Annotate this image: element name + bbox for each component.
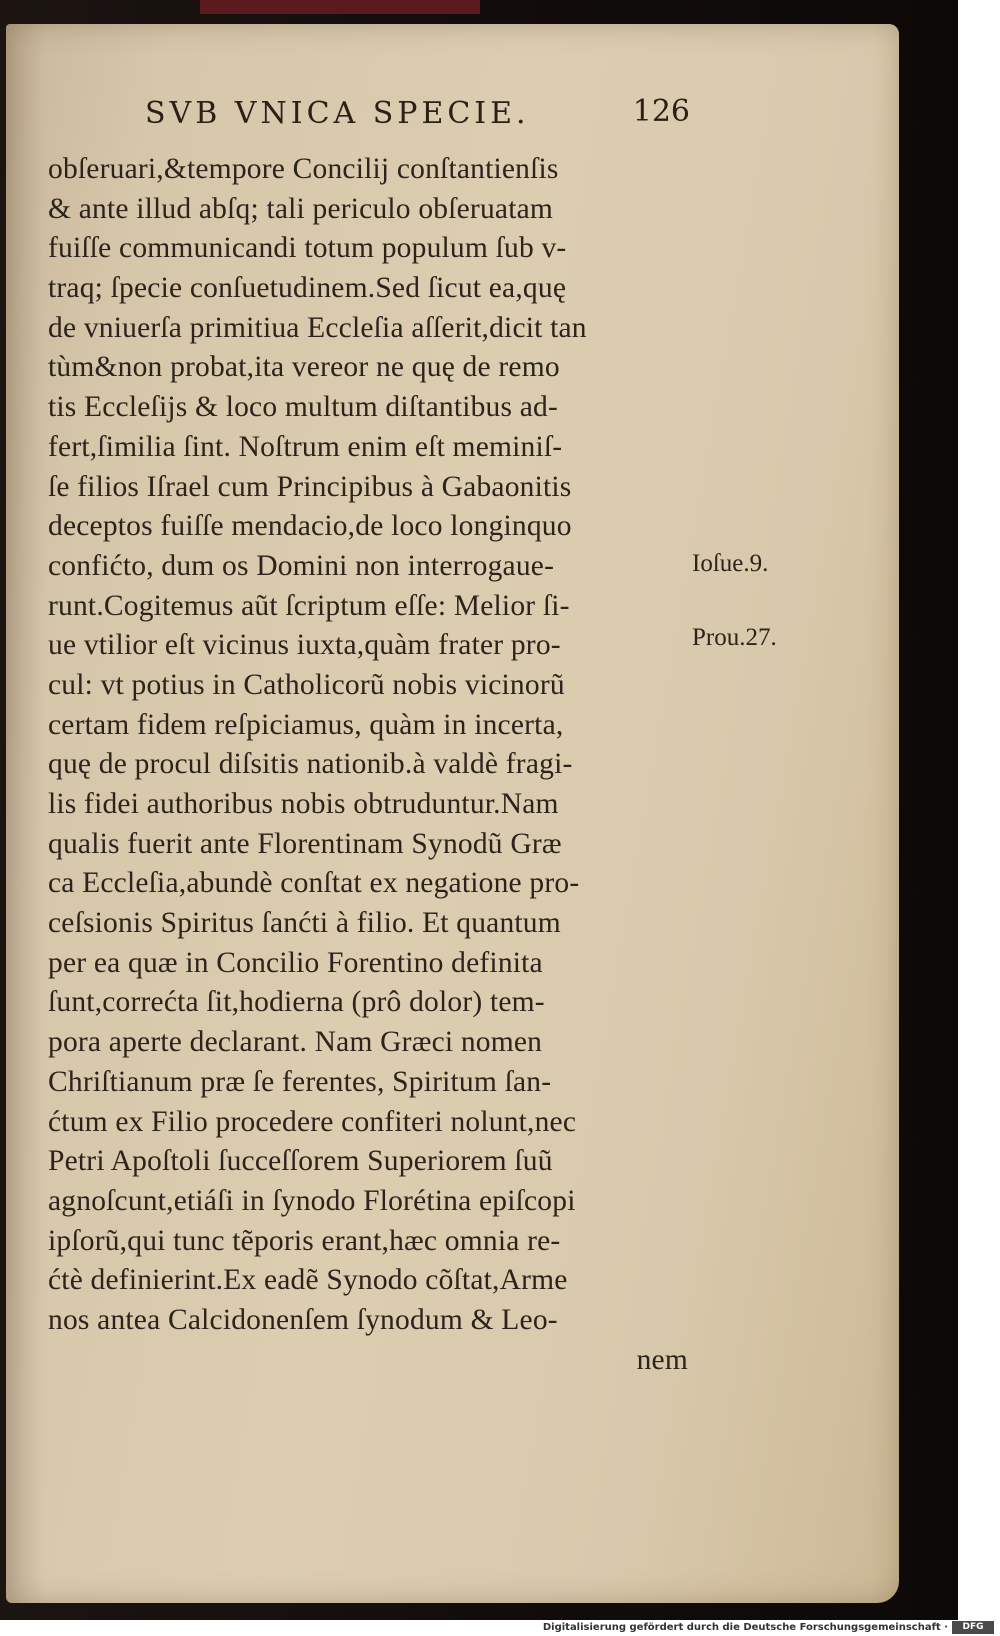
text-line: runt.Cogitemus aũt ſcriptum eſſe: Melior ſi- (48, 589, 570, 622)
text-line: fert,ſimilia ſint. Noſtrum enim eſt meminiſ- (48, 430, 563, 463)
footer-credit: Digitalisierung gefördert durch die Deutsche Forschungsgemeinschaft · (542, 1622, 948, 1633)
text-line: ćtum ex Filio procedere confiteri nolunt,nec (48, 1105, 577, 1138)
text-line: ue vtilior eſt vicinus iuxta,quàm frater pro- (48, 629, 561, 662)
text-line: nos antea Calcidonenſem ſynodum & Leo- (48, 1303, 558, 1336)
running-head-title: SVB VNICA SPECIE. (145, 96, 530, 131)
text-line: Chriſtianum præ ſe ferentes, Spiritum ſan- (48, 1065, 552, 1098)
marginal-note-proverbs: Prou.27. (692, 624, 777, 651)
body-text (48, 150, 688, 1380)
dfg-logo: DFG (952, 1621, 994, 1634)
marginal-note-josue: Ioſue.9. (692, 550, 769, 577)
text-line: & ante illud abſq; tali periculo obſeruatam (48, 192, 554, 225)
text-line: de vniuerſa primitiua Eccleſia aſſerit,dicit tan (48, 311, 587, 344)
text-line: deceptos fuiſſe mendacio,de loco longinquo (48, 510, 572, 543)
running-head (145, 90, 690, 140)
catchword: nem (636, 1343, 688, 1376)
text-line: Petri Apoſtoli ſucceſſorem Superiorem ſuũ (48, 1145, 553, 1178)
text-line: ćtè definierint.Ex eadẽ Synodo cõſtat,Arme (48, 1264, 568, 1297)
text-line: pora aperte declarant. Nam Græci nomen (48, 1026, 543, 1059)
text-line: ſe filios Iſrael cum Principibus à Gabaonitis (48, 470, 572, 503)
text-line: ſunt,correćta ſit,hodierna (prô dolor) tem- (48, 986, 545, 1019)
text-line: ipſorũ,qui tunc tẽporis erant,hæc omnia re- (48, 1224, 561, 1257)
text-line: obſeruari,&tempore Concilij conſtantienſis (48, 153, 559, 185)
text-line: ca Eccleſia,abundè conſtat ex negatione pro- (48, 867, 580, 900)
text-line: confićto, dum os Domini non interrogaue- (48, 549, 555, 582)
cover-edge (200, 0, 480, 14)
text-line: cul: vt potius in Catholicorũ nobis vicinorũ (48, 668, 565, 701)
text-line: per ea quæ in Concilio Forentino definita (48, 946, 543, 979)
text-line: quę de procul diſsitis nationib.à valdè fragi- (48, 748, 573, 781)
text-line: ceſsionis Spiritus ſanćti à filio. Et quantum (48, 907, 561, 940)
text-line: qualis fuerit ante Florentinam Synodũ Græ (48, 827, 562, 860)
text-line: agnoſcunt,etiáſi in ſynodo Florétina epiſcopi (48, 1184, 576, 1217)
text-line: tùm&non probat,ita vereor ne quę de remo (48, 351, 560, 384)
page-shadow (6, 24, 46, 1603)
text-line: fuiſſe communicandi totum populum ſub v- (48, 232, 567, 265)
text-line: certam fidem reſpiciamus, quàm in incerta, (48, 708, 564, 741)
text-line: lis fidei authoribus nobis obtruduntur.Nam (48, 788, 559, 820)
page-number: 126 (632, 94, 690, 129)
text-line: tis Eccleſijs & loco multum diſtantibus ad- (48, 391, 559, 424)
text-line: traq; ſpecie conſuetudinem.Sed ſicut ea,quę (48, 272, 567, 305)
